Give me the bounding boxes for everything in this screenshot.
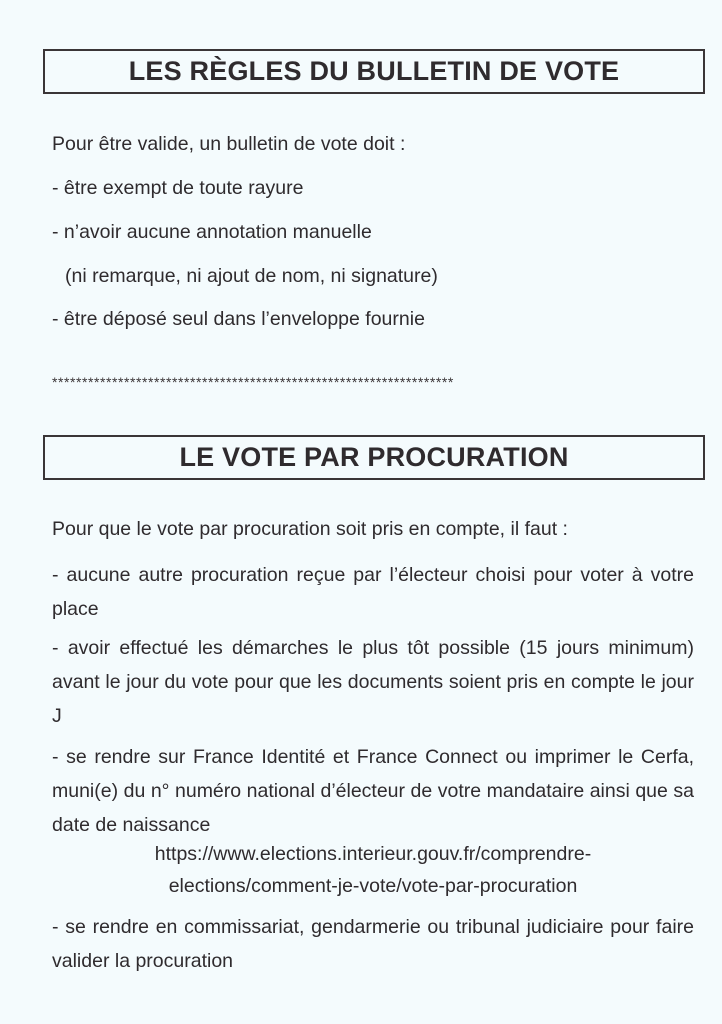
proxy-vote-item: - se rendre en commissariat, gendarmerie ou tribunal judiciaire pour faire valider la procuration <box>52 916 694 972</box>
bulletin-rule-item: - n’avoir aucune annotation manuelle <box>52 221 372 243</box>
bulletin-rule-item-detail: (ni remarque, ni ajout de nom, ni signature) <box>65 265 438 287</box>
asterisk-separator: ******************************************************************* <box>52 374 454 390</box>
section-title-box-proxy-vote <box>43 435 705 480</box>
bulletin-rule-item: - être déposé seul dans l’enveloppe fournie <box>52 308 425 330</box>
proxy-vote-url-line[interactable]: elections/comment-je-vote/vote-par-procuration <box>168 875 578 897</box>
proxy-vote-item: - se rendre sur France Identité et France Connect ou imprimer le Cerfa, muni(e) du n° numéro national d’électeur de votre mandataire ainsi que sa date de naissance <box>52 746 694 836</box>
bulletin-rules-intro: Pour être valide, un bulletin de vote doit : <box>52 133 406 155</box>
proxy-vote-intro: Pour que le vote par procuration soit pris en compte, il faut : <box>52 518 568 540</box>
section-title-proxy-vote: LE VOTE PAR PROCURATION <box>179 442 569 472</box>
proxy-vote-url-line[interactable]: https://www.elections.interieur.gouv.fr/comprendre- <box>154 843 592 865</box>
proxy-vote-item: - avoir effectué les démarches le plus tôt possible (15 jours minimum) avant le jour du vote pour que les documents soient pris en compte le jour J <box>52 637 694 727</box>
bulletin-rule-item: - être exempt de toute rayure <box>52 177 304 199</box>
proxy-vote-item: - aucune autre procuration reçue par l’électeur choisi pour voter à votre place <box>52 564 694 620</box>
section-title-bulletin-rules: LES RÈGLES DU BULLETIN DE VOTE <box>128 56 620 86</box>
section-title-box-bulletin-rules <box>43 49 705 94</box>
